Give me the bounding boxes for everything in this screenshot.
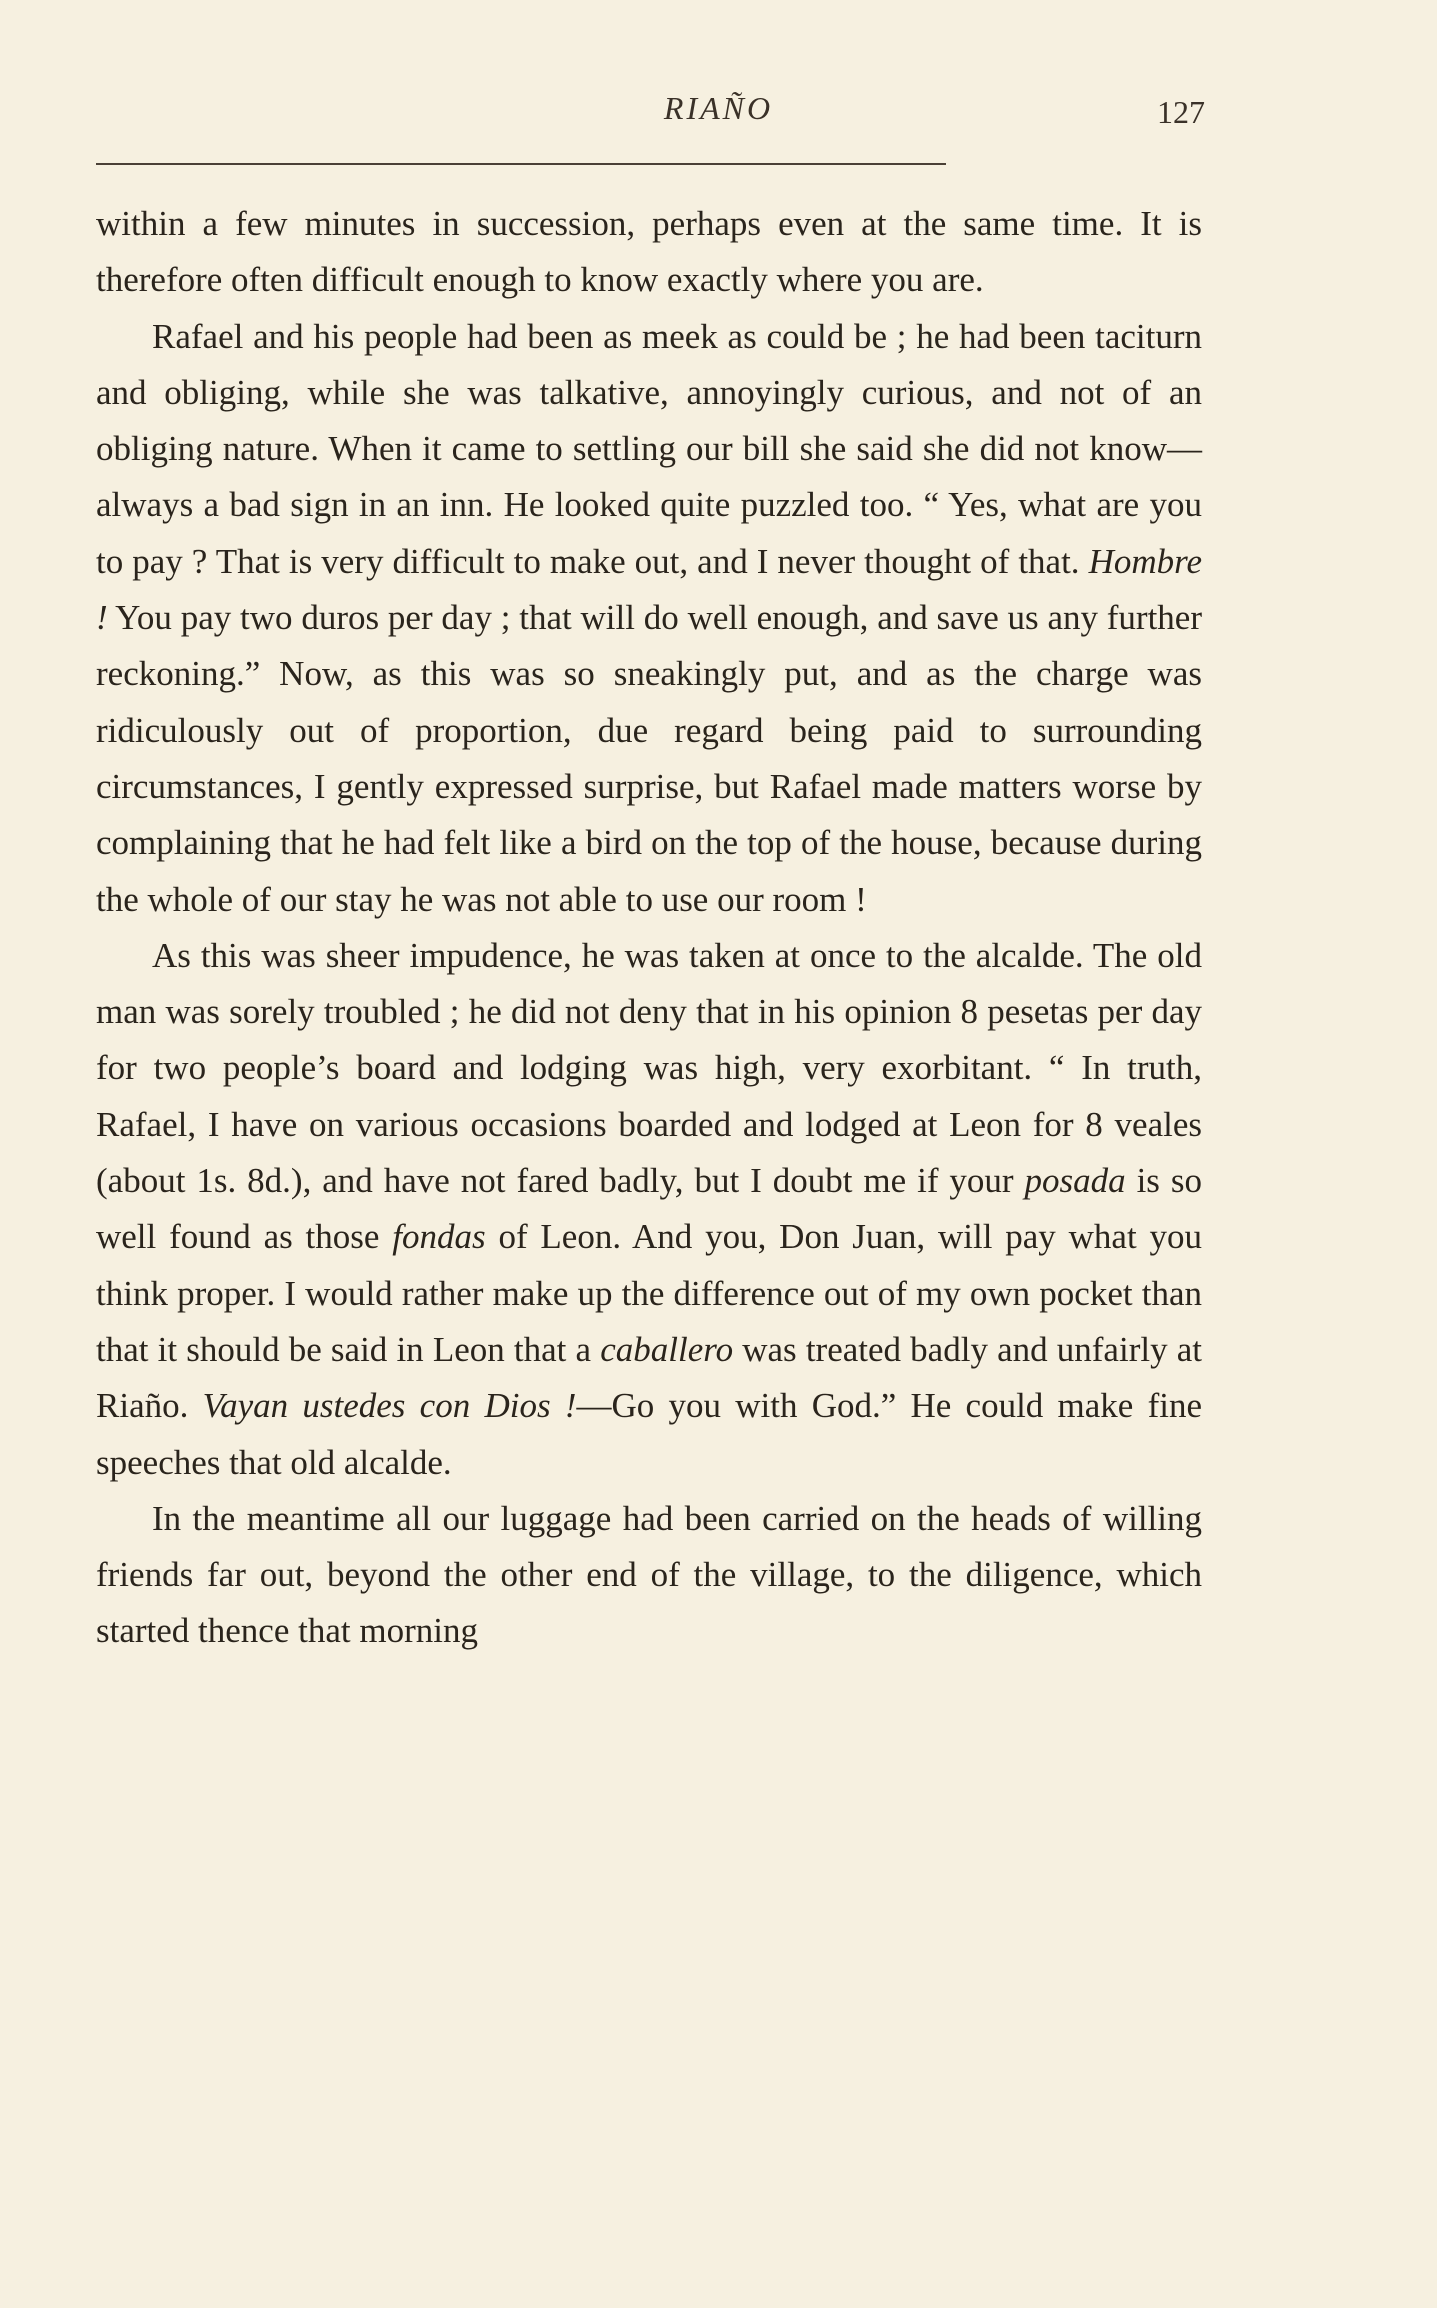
page-number: 127 [1157, 94, 1205, 130]
text-run: As this was sheer impudence, he was taken at once to the alcalde. The old man was sorely troubled ; he did not deny that in his opinion 8 pesetas per day for two people’s board and lodging was high, very exorbitant. “ In truth, Rafael, I have on various occasions boarded and lodged at Leon for 8 veales (about 1s. 8d.), and have not fared badly, but I doubt me if your [96, 935, 1202, 1201]
paragraph-p2 [96, 309, 1202, 928]
italic-text: posada [1024, 1161, 1126, 1201]
header-rule [96, 163, 946, 165]
paragraph-p4 [96, 1491, 1202, 1660]
text-run: —Go you with God.” He could make fine speeches that old alcalde. [96, 1386, 1203, 1482]
italic-text: Hombre ! [96, 541, 1202, 638]
paragraph-p1 [96, 196, 1202, 309]
text-run: of Leon. And you, Don Juan, will pay what you think proper. I would rather make up the difference out of my own pocket than that it should be said in Leon that a [96, 1217, 1202, 1369]
italic-text: Vayan ustedes con Dios ! [202, 1386, 577, 1426]
text-run: was treated badly and unfairly at Riaño. [96, 1329, 1202, 1426]
text-run: within a few minutes in succession, perhaps even at the same time. It is therefore often difficult enough to know exactly where you are. [96, 204, 1202, 300]
text-run: Rafael and his people had been as meek as could be ; he had been taciturn and obliging, while she was talkative, annoyingly curious, and not of an obliging nature. When it came to settling our bill she said she did not know—always a bad sign in an inn. He looked quite puzzled too. “ Yes, what are you to pay ? That is very difficult to make out, and I never thought of that. [96, 316, 1202, 581]
running-head [0, 90, 1437, 140]
text-run: is so well found as those [96, 1161, 1202, 1257]
italic-text: fondas [392, 1217, 486, 1257]
body-text [96, 196, 1202, 1660]
running-title: RIAÑO [663, 90, 774, 126]
text-run: You pay two duros per day ; that will do well enough, and save us any further reckoning.” Now, as this was so sneakingly put, and as the charge was ridiculously out of proportion, due regard being paid to surrounding circumstances, I gently expressed surprise, but Rafael made matters worse by complaining that he had felt like a bird on the top of the house, because during the whole of our stay he was not able to use our room ! [96, 598, 1202, 919]
text-run: In the meantime all our luggage had been carried on the heads of willing friends far out, beyond the other end of the village, to the diligence, which started thence that morning [96, 1498, 1202, 1651]
italic-text: caballero [600, 1329, 734, 1369]
paragraph-p3 [96, 928, 1202, 1491]
